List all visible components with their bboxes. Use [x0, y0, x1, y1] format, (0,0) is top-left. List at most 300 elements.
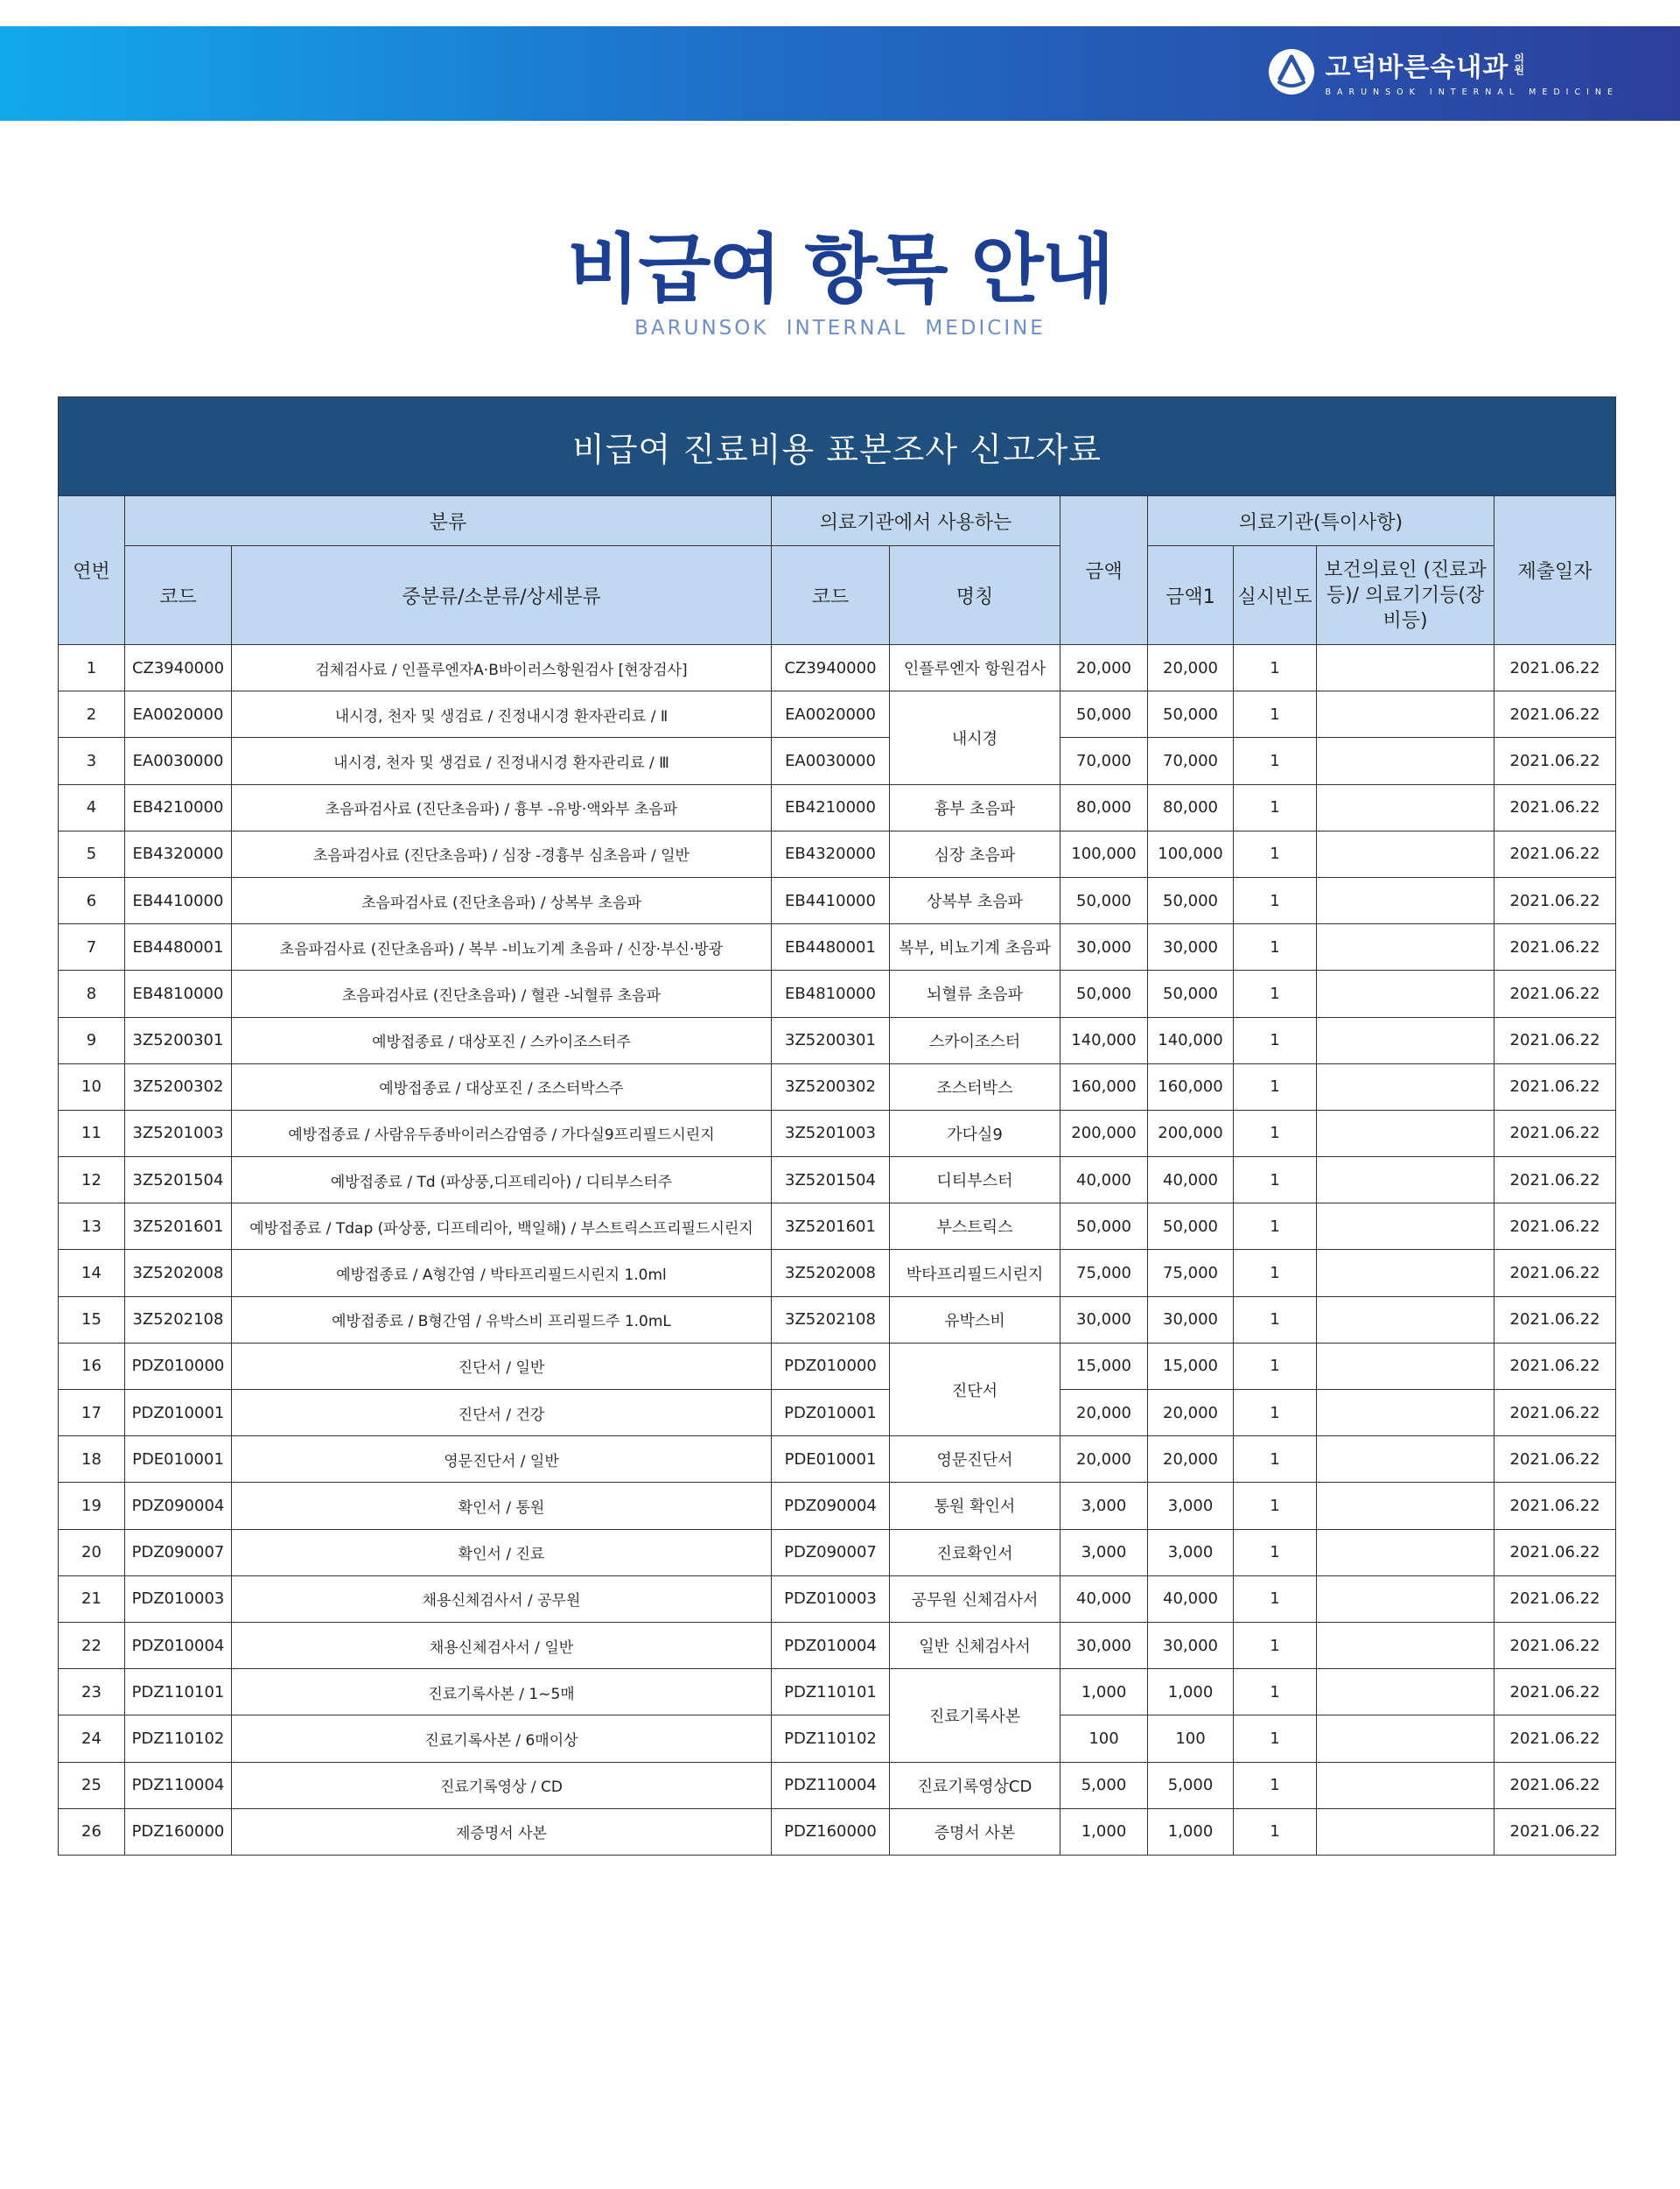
cell-date: 2021.06.22 [1494, 1529, 1616, 1575]
cell-equipment [1317, 784, 1494, 831]
cell-category: 초음파검사료 (진단초음파) / 복부 -비뇨기계 초음파 / 신장·부신·방광 [232, 924, 772, 971]
cell-frequency: 1 [1234, 784, 1317, 831]
cell-category: 초음파검사료 (진단초음파) / 상복부 초음파 [232, 877, 772, 923]
table-row [59, 691, 1616, 738]
cell-equipment [1317, 1715, 1494, 1762]
cell-equipment [1317, 1575, 1494, 1622]
header-row-2 [59, 546, 1616, 645]
cell-code: EA0020000 [125, 691, 232, 738]
cell-inst-code: 3Z5200301 [772, 1017, 890, 1063]
cell-name: 증명서 사본 [890, 1808, 1060, 1855]
cell-category: 예방접종료 / B형간염 / 유박스비 프리필드주 1.0mL [232, 1296, 772, 1343]
cell-no: 7 [59, 924, 125, 971]
cell-no: 18 [59, 1436, 125, 1483]
cell-inst-code: PDZ090004 [772, 1483, 890, 1529]
table-row [59, 1575, 1616, 1622]
cell-amount: 30,000 [1060, 1296, 1148, 1343]
header-category-detail: 중분류/소분류/상세분류 [232, 546, 772, 645]
cell-category: 확인서 / 진료 [232, 1529, 772, 1575]
cell-code: 3Z5201504 [125, 1157, 232, 1203]
cell-amount1: 15,000 [1148, 1343, 1234, 1389]
cell-amount1: 40,000 [1148, 1157, 1234, 1203]
cell-date: 2021.06.22 [1494, 1622, 1616, 1668]
cell-inst-code: EA0020000 [772, 691, 890, 738]
cell-equipment [1317, 1529, 1494, 1575]
cell-name: 상복부 초음파 [890, 877, 1060, 923]
cell-date: 2021.06.22 [1494, 1203, 1616, 1250]
cell-name: 진료기록영상CD [890, 1762, 1060, 1808]
cell-amount1: 160,000 [1148, 1063, 1234, 1110]
cell-date: 2021.06.22 [1494, 645, 1616, 691]
cell-amount1: 30,000 [1148, 1296, 1234, 1343]
cell-inst-code: PDZ160000 [772, 1808, 890, 1855]
cell-frequency: 1 [1234, 1203, 1317, 1250]
cell-amount1: 50,000 [1148, 1203, 1234, 1250]
cell-equipment [1317, 877, 1494, 923]
cell-category: 예방접종료 / Tdap (파상풍, 디프테리아, 백일해) / 부스트릭스프리필드시린지 [232, 1203, 772, 1250]
cell-name: 박타프리필드시린지 [890, 1250, 1060, 1296]
header-frequency: 실시빈도 [1234, 546, 1317, 645]
cell-date: 2021.06.22 [1494, 1157, 1616, 1203]
cell-inst-code: EB4320000 [772, 831, 890, 877]
cell-amount: 40,000 [1060, 1157, 1148, 1203]
cell-no: 26 [59, 1808, 125, 1855]
cell-name: 심장 초음파 [890, 831, 1060, 877]
cell-code: PDZ110102 [125, 1715, 232, 1762]
cell-code: PDZ010004 [125, 1622, 232, 1668]
cell-no: 6 [59, 877, 125, 923]
cell-frequency: 1 [1234, 645, 1317, 691]
table-row [59, 645, 1616, 691]
cell-equipment [1317, 1203, 1494, 1250]
cell-inst-code: PDZ110102 [772, 1715, 890, 1762]
cell-code: 3Z5201601 [125, 1203, 232, 1250]
cell-inst-code: PDZ010003 [772, 1575, 890, 1622]
cell-date: 2021.06.22 [1494, 1483, 1616, 1529]
cell-amount1: 80,000 [1148, 784, 1234, 831]
header-category: 분류 [125, 496, 772, 546]
header-row-1 [59, 496, 1616, 546]
cell-frequency: 1 [1234, 1343, 1317, 1389]
cell-code: 3Z5200302 [125, 1063, 232, 1110]
cell-category: 초음파검사료 (진단초음파) / 흉부 -유방·액와부 초음파 [232, 784, 772, 831]
cell-no: 24 [59, 1715, 125, 1762]
cell-date: 2021.06.22 [1494, 738, 1616, 784]
cell-date: 2021.06.22 [1494, 1110, 1616, 1156]
cell-amount: 140,000 [1060, 1017, 1148, 1063]
cell-no: 13 [59, 1203, 125, 1250]
cell-code: EB4810000 [125, 971, 232, 1017]
cell-code: 3Z5202008 [125, 1250, 232, 1296]
brand-subtitle: BARUNSOK INTERNAL MEDICINE [1325, 88, 1619, 97]
cell-code: CZ3940000 [125, 645, 232, 691]
cell-equipment [1317, 1483, 1494, 1529]
cell-equipment [1317, 1063, 1494, 1110]
table-row [59, 1529, 1616, 1575]
cell-inst-code: PDZ010000 [772, 1343, 890, 1389]
cell-category: 진료기록사본 / 1~5매 [232, 1669, 772, 1715]
cell-date: 2021.06.22 [1494, 784, 1616, 831]
cell-no: 5 [59, 831, 125, 877]
cell-date: 2021.06.22 [1494, 1390, 1616, 1436]
cell-equipment [1317, 1343, 1494, 1389]
cell-amount: 3,000 [1060, 1483, 1148, 1529]
cell-date: 2021.06.22 [1494, 1575, 1616, 1622]
cell-inst-code: PDZ090007 [772, 1529, 890, 1575]
cell-name: 가다실9 [890, 1110, 1060, 1156]
cell-amount: 75,000 [1060, 1250, 1148, 1296]
cell-date: 2021.06.22 [1494, 1063, 1616, 1110]
cell-date: 2021.06.22 [1494, 831, 1616, 877]
cell-code: PDZ090004 [125, 1483, 232, 1529]
cell-frequency: 1 [1234, 1622, 1317, 1668]
table-row [59, 1203, 1616, 1250]
cell-frequency: 1 [1234, 1808, 1317, 1855]
cell-name: 진단서 [890, 1343, 1060, 1435]
brand-name-row [1325, 46, 1619, 84]
cell-inst-code: PDZ110101 [772, 1669, 890, 1715]
cell-amount1: 100,000 [1148, 831, 1234, 877]
cell-date: 2021.06.22 [1494, 1715, 1616, 1762]
cell-code: PDZ010003 [125, 1575, 232, 1622]
cell-equipment [1317, 971, 1494, 1017]
cell-code: PDZ090007 [125, 1529, 232, 1575]
cell-amount1: 30,000 [1148, 1622, 1234, 1668]
cell-frequency: 1 [1234, 1715, 1317, 1762]
cell-name: 유박스비 [890, 1296, 1060, 1343]
cell-category: 초음파검사료 (진단초음파) / 혈관 -뇌혈류 초음파 [232, 971, 772, 1017]
table-title: 비급여 진료비용 표본조사 신고자료 [59, 397, 1616, 496]
header-bar [0, 26, 1680, 121]
cell-name: 일반 신체검사서 [890, 1622, 1060, 1668]
cell-amount1: 200,000 [1148, 1110, 1234, 1156]
header-submit-date: 제출일자 [1494, 496, 1616, 645]
cell-inst-code: PDE010001 [772, 1436, 890, 1483]
table-body [59, 645, 1616, 1856]
cell-name: 복부, 비뇨기계 초음파 [890, 924, 1060, 971]
cell-code: EB4210000 [125, 784, 232, 831]
cell-no: 4 [59, 784, 125, 831]
cell-amount1: 40,000 [1148, 1575, 1234, 1622]
cell-amount: 40,000 [1060, 1575, 1148, 1622]
cell-amount1: 50,000 [1148, 691, 1234, 738]
cell-name: 흉부 초음파 [890, 784, 1060, 831]
cell-amount1: 50,000 [1148, 877, 1234, 923]
cell-category: 예방접종료 / Td (파상풍,디프테리아) / 디티부스터주 [232, 1157, 772, 1203]
cell-frequency: 1 [1234, 831, 1317, 877]
cell-category: 예방접종료 / 대상포진 / 조스터박스주 [232, 1063, 772, 1110]
cell-amount1: 30,000 [1148, 924, 1234, 971]
cell-amount: 3,000 [1060, 1529, 1148, 1575]
cell-date: 2021.06.22 [1494, 1343, 1616, 1389]
cell-category: 예방접종료 / 대상포진 / 스카이조스터주 [232, 1017, 772, 1063]
cell-amount: 1,000 [1060, 1669, 1148, 1715]
table-row [59, 1157, 1616, 1203]
cell-name: 뇌혈류 초음파 [890, 971, 1060, 1017]
cell-amount1: 5,000 [1148, 1762, 1234, 1808]
cell-equipment [1317, 1436, 1494, 1483]
table-row [59, 1669, 1616, 1715]
cell-equipment [1317, 924, 1494, 971]
cell-name: 인플루엔자 항원검사 [890, 645, 1060, 691]
cell-equipment [1317, 1622, 1494, 1668]
cell-amount1: 20,000 [1148, 645, 1234, 691]
cell-date: 2021.06.22 [1494, 877, 1616, 923]
cell-category: 내시경, 천자 및 생검료 / 진정내시경 환자관리료 / Ⅱ [232, 691, 772, 738]
cell-amount: 50,000 [1060, 971, 1148, 1017]
cell-no: 2 [59, 691, 125, 738]
cell-date: 2021.06.22 [1494, 1762, 1616, 1808]
cell-frequency: 1 [1234, 1762, 1317, 1808]
table-row [59, 738, 1616, 784]
cell-no: 21 [59, 1575, 125, 1622]
header-amount: 금액 [1060, 496, 1148, 645]
cell-frequency: 1 [1234, 1483, 1317, 1529]
cell-category: 영문진단서 / 일반 [232, 1436, 772, 1483]
cell-amount: 15,000 [1060, 1343, 1148, 1389]
cell-frequency: 1 [1234, 1575, 1317, 1622]
cell-inst-code: 3Z5202108 [772, 1296, 890, 1343]
cell-inst-code: 3Z5201601 [772, 1203, 890, 1250]
header-special: 의료기관(특이사항) [1148, 496, 1494, 546]
cell-amount: 30,000 [1060, 1622, 1148, 1668]
cell-frequency: 1 [1234, 1390, 1317, 1436]
cell-equipment [1317, 1762, 1494, 1808]
table-row [59, 971, 1616, 1017]
cell-date: 2021.06.22 [1494, 1017, 1616, 1063]
cell-name: 디티부스터 [890, 1157, 1060, 1203]
cell-amount: 5,000 [1060, 1762, 1148, 1808]
cell-frequency: 1 [1234, 691, 1317, 738]
cell-amount1: 20,000 [1148, 1390, 1234, 1436]
cell-amount: 1,000 [1060, 1808, 1148, 1855]
cell-code: PDZ110004 [125, 1762, 232, 1808]
cell-equipment [1317, 1157, 1494, 1203]
cell-no: 1 [59, 645, 125, 691]
cell-equipment [1317, 1250, 1494, 1296]
cell-frequency: 1 [1234, 877, 1317, 923]
cell-name: 부스트릭스 [890, 1203, 1060, 1250]
cell-no: 20 [59, 1529, 125, 1575]
cell-amount: 70,000 [1060, 738, 1148, 784]
cell-category: 내시경, 천자 및 생검료 / 진정내시경 환자관리료 / Ⅲ [232, 738, 772, 784]
table-row [59, 1622, 1616, 1668]
table-row [59, 1063, 1616, 1110]
cell-frequency: 1 [1234, 1110, 1317, 1156]
header-category-code: 코드 [125, 546, 232, 645]
table-row [59, 1808, 1616, 1855]
cell-category: 제증명서 사본 [232, 1808, 772, 1855]
brand-name: 고덕바른속내과 [1325, 53, 1509, 83]
cell-code: PDZ160000 [125, 1808, 232, 1855]
cell-inst-code: PDZ110004 [772, 1762, 890, 1808]
cell-code: PDE010001 [125, 1436, 232, 1483]
cell-amount: 50,000 [1060, 1203, 1148, 1250]
header-inst-name: 명칭 [890, 546, 1060, 645]
cell-amount: 50,000 [1060, 877, 1148, 923]
cell-no: 15 [59, 1296, 125, 1343]
cell-no: 14 [59, 1250, 125, 1296]
header-amount1: 금액1 [1148, 546, 1234, 645]
table-row [59, 1250, 1616, 1296]
cell-amount1: 140,000 [1148, 1017, 1234, 1063]
cell-date: 2021.06.22 [1494, 691, 1616, 738]
cell-frequency: 1 [1234, 1529, 1317, 1575]
cell-frequency: 1 [1234, 1669, 1317, 1715]
cell-amount: 100 [1060, 1715, 1148, 1762]
cell-category: 초음파검사료 (진단초음파) / 심장 -경흉부 심초음파 / 일반 [232, 831, 772, 877]
cell-amount: 20,000 [1060, 1390, 1148, 1436]
header-institution-use: 의료기관에서 사용하는 [772, 496, 1060, 546]
table-row [59, 1296, 1616, 1343]
cell-no: 22 [59, 1622, 125, 1668]
cell-inst-code: PDZ010001 [772, 1390, 890, 1436]
cell-equipment [1317, 1017, 1494, 1063]
cell-category: 진료기록영상 / CD [232, 1762, 772, 1808]
page-title: 비급여 항목 안내 [567, 226, 1113, 313]
cell-code: 3Z5201003 [125, 1110, 232, 1156]
cell-no: 25 [59, 1762, 125, 1808]
cell-inst-code: EB4480001 [772, 924, 890, 971]
table-row [59, 1762, 1616, 1808]
cell-date: 2021.06.22 [1494, 1250, 1616, 1296]
cell-code: EB4320000 [125, 831, 232, 877]
cell-amount: 200,000 [1060, 1110, 1148, 1156]
table-row [59, 1436, 1616, 1483]
cell-amount1: 50,000 [1148, 971, 1234, 1017]
cell-equipment [1317, 1390, 1494, 1436]
cell-amount1: 1,000 [1148, 1808, 1234, 1855]
cell-no: 17 [59, 1390, 125, 1436]
cell-name: 내시경 [890, 691, 1060, 784]
cell-category: 진단서 / 건강 [232, 1390, 772, 1436]
cell-frequency: 1 [1234, 1157, 1317, 1203]
cell-code: EA0030000 [125, 738, 232, 784]
cell-category: 예방접종료 / A형간염 / 박타프리필드시린지 1.0ml [232, 1250, 772, 1296]
cell-date: 2021.06.22 [1494, 971, 1616, 1017]
cell-category: 예방접종료 / 사람유두종바이러스감염증 / 가다실9프리필드시린지 [232, 1110, 772, 1156]
cell-frequency: 1 [1234, 1017, 1317, 1063]
cell-name: 공무원 신체검사서 [890, 1575, 1060, 1622]
cell-inst-code: EB4210000 [772, 784, 890, 831]
cell-name: 진료기록사본 [890, 1669, 1060, 1762]
cell-equipment [1317, 645, 1494, 691]
cell-amount1: 100 [1148, 1715, 1234, 1762]
cell-category: 채용신체검사서 / 일반 [232, 1622, 772, 1668]
header-equipment: 보건의료인 (진료과등)/ 의료기기등(장비등) [1317, 546, 1494, 645]
table-row [59, 1715, 1616, 1762]
cell-inst-code: 3Z5201504 [772, 1157, 890, 1203]
cell-amount: 20,000 [1060, 1436, 1148, 1483]
cell-frequency: 1 [1234, 1063, 1317, 1110]
cell-frequency: 1 [1234, 971, 1317, 1017]
cell-equipment [1317, 738, 1494, 784]
barunsok-logo-icon [1269, 49, 1314, 95]
cell-no: 10 [59, 1063, 125, 1110]
cell-no: 23 [59, 1669, 125, 1715]
cell-code: PDZ010000 [125, 1343, 232, 1389]
fee-table [58, 396, 1616, 1856]
cell-inst-code: PDZ010004 [772, 1622, 890, 1668]
cell-category: 진단서 / 일반 [232, 1343, 772, 1389]
cell-category: 검체검사료 / 인플루엔자A·B바이러스항원검사 [현장검사] [232, 645, 772, 691]
cell-inst-code: CZ3940000 [772, 645, 890, 691]
cell-frequency: 1 [1234, 1296, 1317, 1343]
brand[interactable] [1269, 46, 1619, 97]
cell-amount1: 70,000 [1148, 738, 1234, 784]
cell-name: 진료확인서 [890, 1529, 1060, 1575]
table-row [59, 1110, 1616, 1156]
cell-date: 2021.06.22 [1494, 1436, 1616, 1483]
cell-no: 16 [59, 1343, 125, 1389]
cell-category: 채용신체검사서 / 공무원 [232, 1575, 772, 1622]
cell-frequency: 1 [1234, 1250, 1317, 1296]
cell-no: 8 [59, 971, 125, 1017]
table-row [59, 1017, 1616, 1063]
table-row [59, 1390, 1616, 1436]
cell-amount1: 75,000 [1148, 1250, 1234, 1296]
cell-code: EB4480001 [125, 924, 232, 971]
cell-inst-code: 3Z5201003 [772, 1110, 890, 1156]
cell-code: PDZ010001 [125, 1390, 232, 1436]
cell-category: 확인서 / 통원 [232, 1483, 772, 1529]
cell-code: EB4410000 [125, 877, 232, 923]
cell-inst-code: EB4810000 [772, 971, 890, 1017]
cell-frequency: 1 [1234, 1436, 1317, 1483]
brand-suffix: 의원 [1514, 53, 1524, 76]
table-row [59, 1343, 1616, 1389]
cell-inst-code: 3Z5200302 [772, 1063, 890, 1110]
cell-frequency: 1 [1234, 924, 1317, 971]
cell-code: 3Z5200301 [125, 1017, 232, 1063]
table-row [59, 831, 1616, 877]
table-row [59, 1483, 1616, 1529]
cell-name: 영문진단서 [890, 1436, 1060, 1483]
cell-amount1: 1,000 [1148, 1669, 1234, 1715]
cell-amount: 30,000 [1060, 924, 1148, 971]
header-inst-code: 코드 [772, 546, 890, 645]
cell-amount: 80,000 [1060, 784, 1148, 831]
cell-inst-code: EA0030000 [772, 738, 890, 784]
cell-equipment [1317, 1296, 1494, 1343]
cell-name: 통원 확인서 [890, 1483, 1060, 1529]
cell-no: 3 [59, 738, 125, 784]
cell-equipment [1317, 1669, 1494, 1715]
cell-date: 2021.06.22 [1494, 1296, 1616, 1343]
cell-equipment [1317, 691, 1494, 738]
cell-no: 11 [59, 1110, 125, 1156]
cell-no: 9 [59, 1017, 125, 1063]
cell-date: 2021.06.22 [1494, 924, 1616, 971]
cell-equipment [1317, 1110, 1494, 1156]
cell-inst-code: EB4410000 [772, 877, 890, 923]
cell-amount1: 20,000 [1148, 1436, 1234, 1483]
cell-category: 진료기록사본 / 6매이상 [232, 1715, 772, 1762]
cell-code: 3Z5202108 [125, 1296, 232, 1343]
cell-amount1: 3,000 [1148, 1529, 1234, 1575]
cell-name: 스카이조스터 [890, 1017, 1060, 1063]
cell-date: 2021.06.22 [1494, 1808, 1616, 1855]
cell-amount: 50,000 [1060, 691, 1148, 738]
cell-no: 19 [59, 1483, 125, 1529]
cell-no: 12 [59, 1157, 125, 1203]
cell-amount: 160,000 [1060, 1063, 1148, 1110]
brand-text [1325, 46, 1619, 97]
table-row [59, 877, 1616, 923]
cell-amount: 100,000 [1060, 831, 1148, 877]
header-no: 연번 [59, 496, 125, 645]
cell-equipment [1317, 831, 1494, 877]
